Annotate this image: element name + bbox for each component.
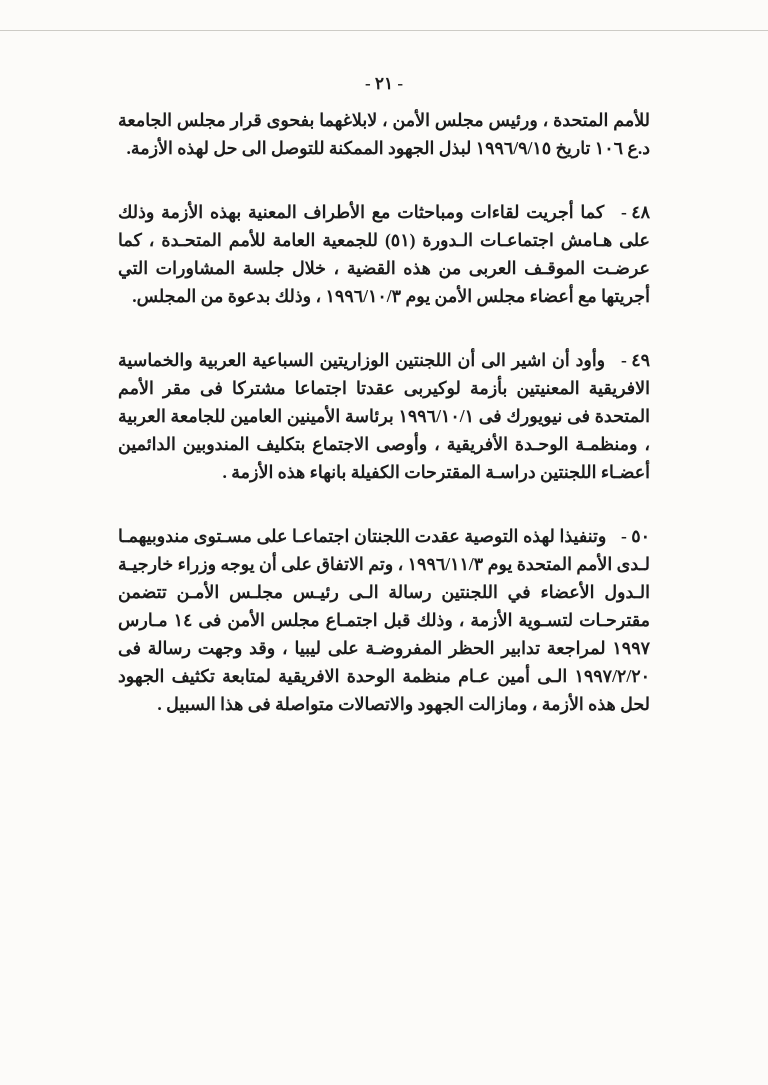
paragraph-continuation: [118, 106, 650, 162]
scan-artifact-line: [0, 30, 768, 31]
paragraph-48: [118, 198, 650, 310]
paragraph-number: ٥٠ -: [620, 526, 650, 546]
paragraph-number: ٤٩ -: [621, 350, 651, 370]
page-number: - ٢١ -: [364, 74, 404, 93]
paragraph-text: وتنفيذا لهذه التوصية عقدت اللجنتان اجتماعـا على مسـتوى مندوبيهمـا لـدى الأمم المتحدة يوم ١٩٩٦/١١/٣ ، وتم الاتفاق على أن يوجه وزراء خارجيـة الـدول الأعضاء في اللجنتين رسالة الـى رئيـس مجلـس الأمـن تتضمن مقترحـات لتسـوية الأزمة ، وذلك قبل اجتمـاع مجلس الأمن فى ١٤ مـارس ١٩٩٧ لمراجعة تدابير الحظر المفروضـة على ليبيا ، وقد وجهت رسالة فى ١٩٩٧/٢/٢٠ الـى أمين عـام منظمة الوحدة الافريقية لمتابعة تكثيف الجهود لحل هذه الأزمة ، ومازالت الجهود والاتصالات متواصلة فى هذا السبيل .: [118, 526, 650, 714]
paragraph-text: وأود أن اشير الى أن اللجنتين الوزاريتين السباعية العربية والخماسية الافريقية المعنيتين بأزمة لوكيربى عقدتا اجتماعا مشتركا فى مقر الأمم المتحدة فى نيويورك فى ١٩٩٦/١٠/١ برئاسة الأمينين العامين للجامعة العربية ، ومنظمـة الوحـدة الأفريقية ، وأوصى الاجتماع بتكليف المندوبين الدائمين أعضـاء اللجنتين دراسـة المقترحات الكفيلة بانهاء هذه الأزمة .: [118, 350, 650, 482]
document-body: [118, 106, 650, 748]
paragraph-50: [118, 522, 650, 718]
paragraph-number: ٤٨ -: [621, 202, 651, 222]
paragraph-text: للأمم المتحدة ، ورئيس مجلس الأمن ، لابلاغهما بفحوى قرار مجلس الجامعة د.ع ١٠٦ تاريخ ١٩٩٦/٩/١٥ لبذل الجهود الممكنة للتوصل الى حل لهذه الأزمة.: [118, 110, 650, 158]
paragraph-49: [118, 346, 650, 486]
paragraph-text: كما أجريت لقاءات ومباحثات مع الأطراف المعنية بهذه الأزمة وذلك على هـامش اجتماعـات الـدورة (٥١) للجمعية العامة للأمم المتحـدة ، كما عرضـت الموقـف العربى من هذه القضية ، خلال جلسة المشاورات التي أجريتها مع أعضاء مجلس الأمن يوم ١٩٩٦/١٠/٣ ، وذلك بدعوة من المجلس.: [118, 202, 650, 306]
